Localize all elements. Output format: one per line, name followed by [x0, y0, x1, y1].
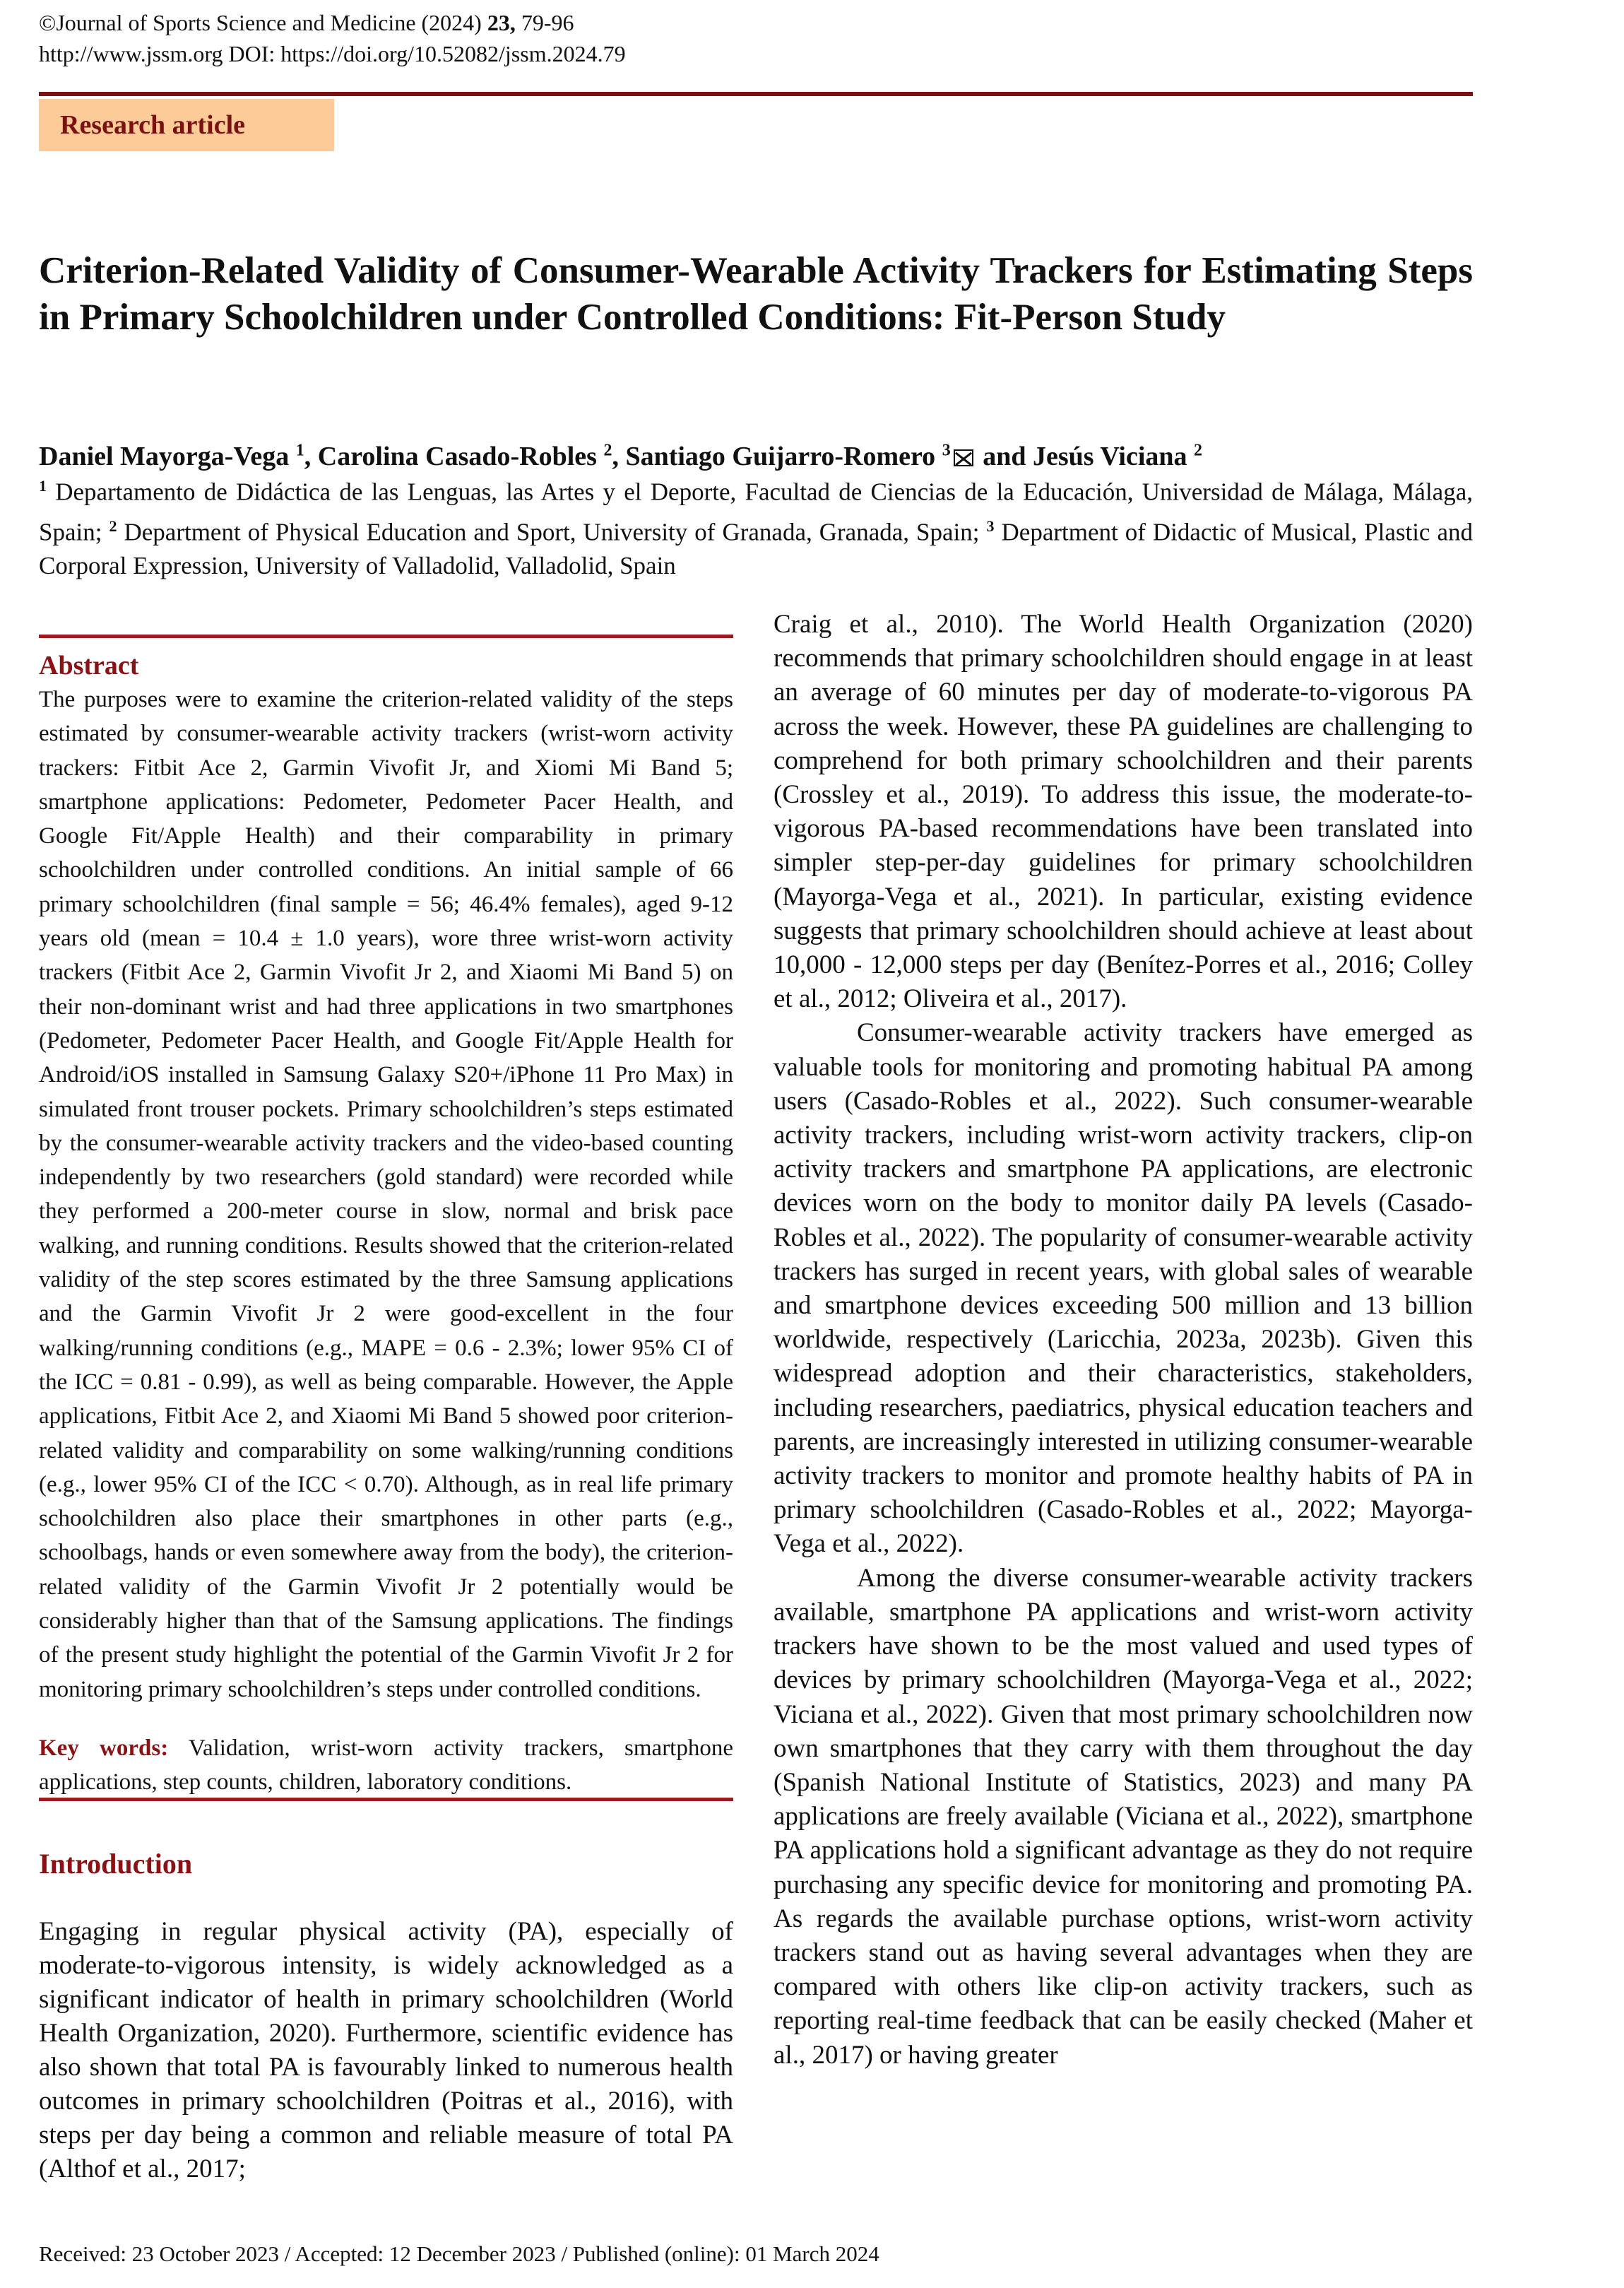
author: Daniel Mayorga-Vega $^1$,	[39, 441, 318, 471]
author: Jesús Viciana $^2$	[1032, 441, 1203, 471]
abstract-heading: Abstract	[39, 651, 139, 680]
paper-title: Criterion-Related Validity of Consumer-Wearable Activity Trackers for Estimating Steps in Primary Schoolchildren under Controlled Conditions: Fit-Person Study	[39, 250, 1473, 338]
header-divider	[39, 92, 1473, 96]
author: Carolina Casado-Robles $^2$,	[317, 441, 626, 471]
body-paragraph: Craig et al., 2010). The World Health Organization (2020) recommends that primary schoolchildren should engage in at least an average of 60 minutes per day of moderate-to-vigorous PA across the week. However, these PA guidelines are challenging to comprehend for both primary schoolchildren and their parents (Crossley et al., 2019). To address this issue, the moderate-to-vigorous PA-based recommendations have been translated into simpler step-per-day guidelines for primary schoolchildren (Mayorga-Vega et al., 2021). In particular, existing evidence suggests that primary schoolchildren should achieve at least about 10,000 - 12,000 steps per day (Benítez-Porres et al., 2016; Colley et al., 2012; Oliveira et al., 2017).	[774, 610, 1473, 1014]
introduction-paragraph: Engaging in regular physical activity (PA), especially of moderate-to-vigorous intensity, is widely acknowledged as a significant indicator of health in primary schoolchildren (World Health Organization, 2020). Furthermore, scientific evidence has also shown that total PA is favourably linked to numerous health outcomes in primary schoolchildren (Poitras et al., 2016), with steps per day being a common and reliable measure of total PA (Althof et al., 2017;	[39, 1917, 733, 2183]
abstract-top-rule	[39, 635, 733, 638]
abstract-bottom-rule	[39, 1798, 733, 1801]
keywords	[39, 1731, 733, 1799]
keywords-text: Validation, wrist-worn activity trackers, smartphone applications, step counts, children, laboratory conditions.	[39, 1735, 733, 1795]
article-type-badge: Research article	[39, 99, 334, 151]
body-paragraph: Consumer-wearable activity trackers have emerged as valuable tools for monitoring and promoting habitual PA among users (Casado-Robles et al., 2022). Such consumer-wearable activity trackers, including wrist-worn activity trackers, clip-on activity trackers and smartphone PA applications, are electronic devices worn on the body to monitor daily PA levels (Casado-Robles et al., 2022). The popularity of consumer-wearable activity trackers has surged in recent years, with global sales of wearable and smartphone devices exceeding 500 million and 13 billion worldwide, respectively (Laricchia, 2023a, 2023b). Given this widespread adoption and their characteristics, stakeholders, including researchers, paediatrics, physical education teachers and parents, are increasingly interested in utilizing consumer-wearable activity trackers to monitor and promote healthy habits of PA in primary schoolchildren (Casado-Robles et al., 2022; Mayorga-Vega et al., 2022).	[774, 1018, 1473, 1559]
email-icon[interactable]	[954, 449, 973, 466]
journal-header	[39, 7, 626, 69]
author-list	[39, 432, 1473, 474]
introduction-heading: Introduction	[39, 1848, 193, 1880]
abstract-body: The purposes were to examine the criterion-related validity of the steps estimated by consumer-wearable activity trackers (wrist-worn activity trackers: Fitbit Ace 2, Garmin Vivofit Jr, and Xiomi Mi Band 5; smartphone applications: Pedometer, Pedometer Pacer Health, and Google Fit/Apple Health) and their comparability in primary schoolchildren under controlled conditions. An initial sample of 66 primary schoolchildren (final sample = 56; 46.4% females), aged 9-12 years old (mean = 10.4 ± 1.0 years), wore three wrist-worn activity trackers (Fitbit Ace 2, Garmin Vivofit Jr 2, and Xiaomi Mi Band 5) on their non-dominant wrist and had three applications in two smartphones (Pedometer, Pedometer Pacer Health, and Google Fit/Apple Health for Android/iOS installed in Samsung Galaxy S20+/iPhone 11 Pro Max) in simulated front trouser pockets. Primary schoolchildren’s steps estimated by the consumer-wearable activity trackers and the video-based counting independently by two researchers (gold standard) were recorded while they performed a 200-meter course in slow, normal and brisk pace walking, and running conditions. Results showed that the criterion-related validity of the step scores estimated by the three Samsung applications and the Garmin Vivofit Jr 2 were good-excellent in the four walking/running conditions (e.g., MAPE = 0.6 - 2.3%; lower 95% CI of the ICC = 0.81 - 0.99), as well as being comparable. However, the Apple applications, Fitbit Ace 2, and Xiaomi Mi Band 5 showed poor criterion-related validity and comparability on some walking/running conditions (e.g., lower 95% CI of the ICC < 0.70). Although, as in real life primary schoolchildren also place their smartphones in other parts (e.g., schoolbags, hands or even somewhere away from the body), the criterion-related validity of the Garmin Vivofit Jr 2 potentially would be considerably higher than that of the Samsung applications. The findings of the present study highlight the potential of the Garmin Vivofit Jr 2 for monitoring primary schoolchildren’s steps under controlled conditions.	[39, 687, 733, 1702]
publication-dates: Received: 23 October 2023 / Accepted: 12 December 2023 / Published (online): 01 March 2024	[39, 2241, 879, 2266]
journal-citation: ©Journal of Sports Science and Medicine (2024) 23, 79-96	[39, 10, 574, 35]
journal-doi[interactable]: http://www.jssm.org DOI: https://doi.org/10.52082/jssm.2024.79	[39, 41, 626, 66]
right-column	[774, 608, 1473, 2072]
body-paragraph: Among the diverse consumer-wearable activity trackers available, smartphone PA applications and wrist-worn activity trackers have shown to be the most valued and used types of devices by primary schoolchildren (Mayorga-Vega et al., 2022; Viciana et al., 2022). Given that most primary schoolchildren now own smartphones that they carry with them throughout the day (Spanish National Institute of Statistics, 2023) and many PA applications are freely available (Viciana et al., 2022), smartphone PA applications hold a significant advantage as they do not require purchasing any specific device for monitoring and promoting PA. As regards the available purchase options, wrist-worn activity trackers stand out as having several advantages when they are compared with others like clip-on activity trackers, such as reporting real-time feedback that can be easily checked (Maher et al., 2017) or having greater	[774, 1563, 1473, 2070]
keywords-label: Key words:	[39, 1735, 169, 1761]
affiliations: $^1$ Departamento de Didáctica de las Lenguas, las Artes y el Deporte, Facultad de Ciencias de la Educación, Universidad de Málaga, Málaga, Spain; $^2$ Department of Physical Education and Sport, University of Granada, Granada, Spain; $^3$ Department of Didactic of Musical, Plastic and Corporal Expression, University of Valladolid, Valladolid, Spain	[39, 477, 1473, 580]
author: Santiago Guijarro-Romero $^3$ and	[625, 441, 1033, 471]
